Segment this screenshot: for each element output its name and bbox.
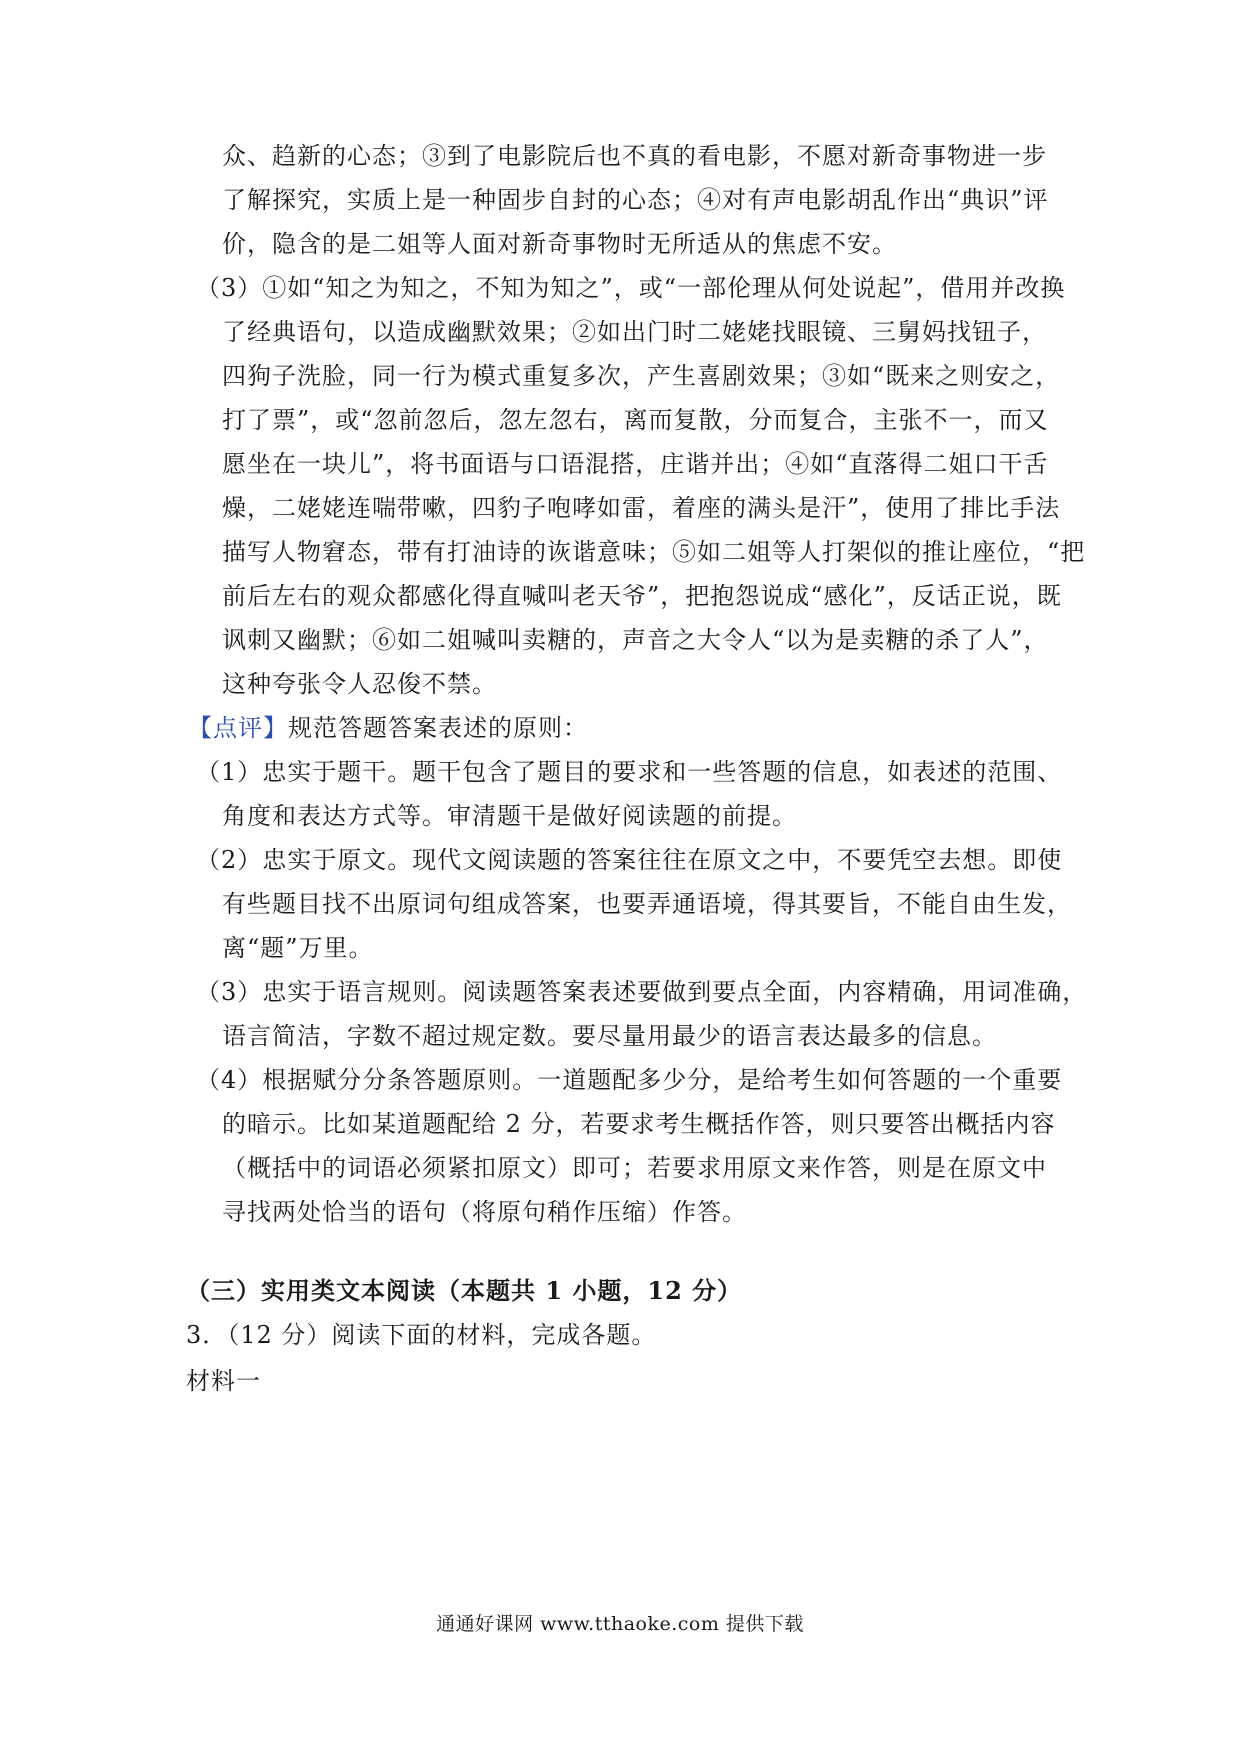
answer-3-line-7: 描写人物窘态，带有打油诗的诙谐意味；⑤如二姐等人打架似的推让座位，“把 [222, 538, 1086, 566]
question-3: 3．（12 分）阅读下面的材料，完成各题。 [186, 1321, 657, 1349]
answer-3-line-3: 四狗子洗脸，同一行为模式重复多次，产生喜剧效果；③如“既来之则安之， [222, 362, 1061, 390]
review-point-2-line-2: 有些题目找不出原词句组成答案，也要弄通语境，得其要旨，不能自由生发， [222, 890, 1072, 918]
review-point-1-line-2: 角度和表达方式等。审清题干是做好阅读题的前提。 [222, 802, 797, 830]
answer-continued-line-1: 众、趋新的心态；③到了电影院后也不真的看电影，不愿对新奇事物进一步 [222, 142, 1047, 170]
review-point-3-line-2: 语言简洁，字数不超过规定数。要尽量用最少的语言表达最多的信息。 [222, 1022, 997, 1050]
review-intro: 规范答题答案表述的原则： [288, 714, 588, 742]
answer-3-line-4: 打了票”，或“忽前忽后，忽左忽右，离而复散，分而复合，主张不一，而又 [222, 406, 1049, 434]
answer-3-line-6: 燥，二姥姥连喘带嗽，四豹子咆哮如雷，着座的满头是汗”，使用了排比手法 [222, 494, 1061, 522]
review-tag: 【点评】 [188, 714, 288, 742]
review-point-4-line-1: （4）根据赋分分条答题原则。一道题配多少分，是给考生如何答题的一个重要 [196, 1066, 1063, 1094]
section-heading: （三）实用类文本阅读（本题共 1 小题，12 分） [186, 1276, 743, 1305]
review-point-2-line-1: （2）忠实于原文。现代文阅读题的答案往往在原文之中，不要凭空去想。即使 [196, 846, 1063, 874]
review-point-1-line-1: （1）忠实于题干。题干包含了题目的要求和一些答题的信息，如表述的范围、 [196, 758, 1063, 786]
review-point-4-line-2: 的暗示。比如某道题配给 2 分，若要求考生概括作答，则只要答出概括内容 [222, 1110, 1056, 1138]
answer-3-line-10: 这种夸张令人忍俊不禁。 [222, 670, 497, 698]
answer-continued-line-3: 价，隐含的是二姐等人面对新奇事物时无所适从的焦虑不安。 [222, 230, 897, 258]
answer-3-line-9: 讽刺又幽默；⑥如二姐喊叫卖糖的，声音之大令人“以为是卖糖的杀了人”， [222, 626, 1049, 654]
answer-3-line-8: 前后左右的观众都感化得直喊叫老天爷”，把抱怨说成“感化”，反话正说，既 [222, 582, 1062, 610]
answer-continued-line-2: 了解探究，实质上是一种固步自封的心态；④对有声电影胡乱作出“典识”评 [222, 186, 1049, 214]
answer-3-line-1: （3）①如“知之为知之，不知为知之”，或“一部伦理从何处说起”，借用并改换 [196, 274, 1066, 302]
answer-3-line-2: 了经典语句，以造成幽默效果；②如出门时二姥姥找眼镜、三舅妈找钮子， [222, 318, 1047, 346]
review-point-4-line-4: 寻找两处恰当的语句（将原句稍作压缩）作答。 [222, 1198, 747, 1226]
answer-3-line-5: 愿坐在一块儿”，将书面语与口语混搭，庄谐并出；④如“直落得二姐口干舌 [222, 450, 1049, 478]
material-one-label: 材料一 [186, 1367, 261, 1395]
page-footer: 通通好课网 www.tthaoke.com 提供下载 [436, 1613, 804, 1635]
review-heading [188, 713, 588, 743]
review-point-2-line-3: 离“题”万里。 [222, 934, 374, 962]
review-point-4-line-3: （概括中的词语必须紧扣原文）即可；若要求用原文来作答，则是在原文中 [222, 1154, 1047, 1182]
review-point-3-line-1: （3）忠实于语言规则。阅读题答案表述要做到要点全面，内容精确，用词准确， [196, 978, 1088, 1006]
